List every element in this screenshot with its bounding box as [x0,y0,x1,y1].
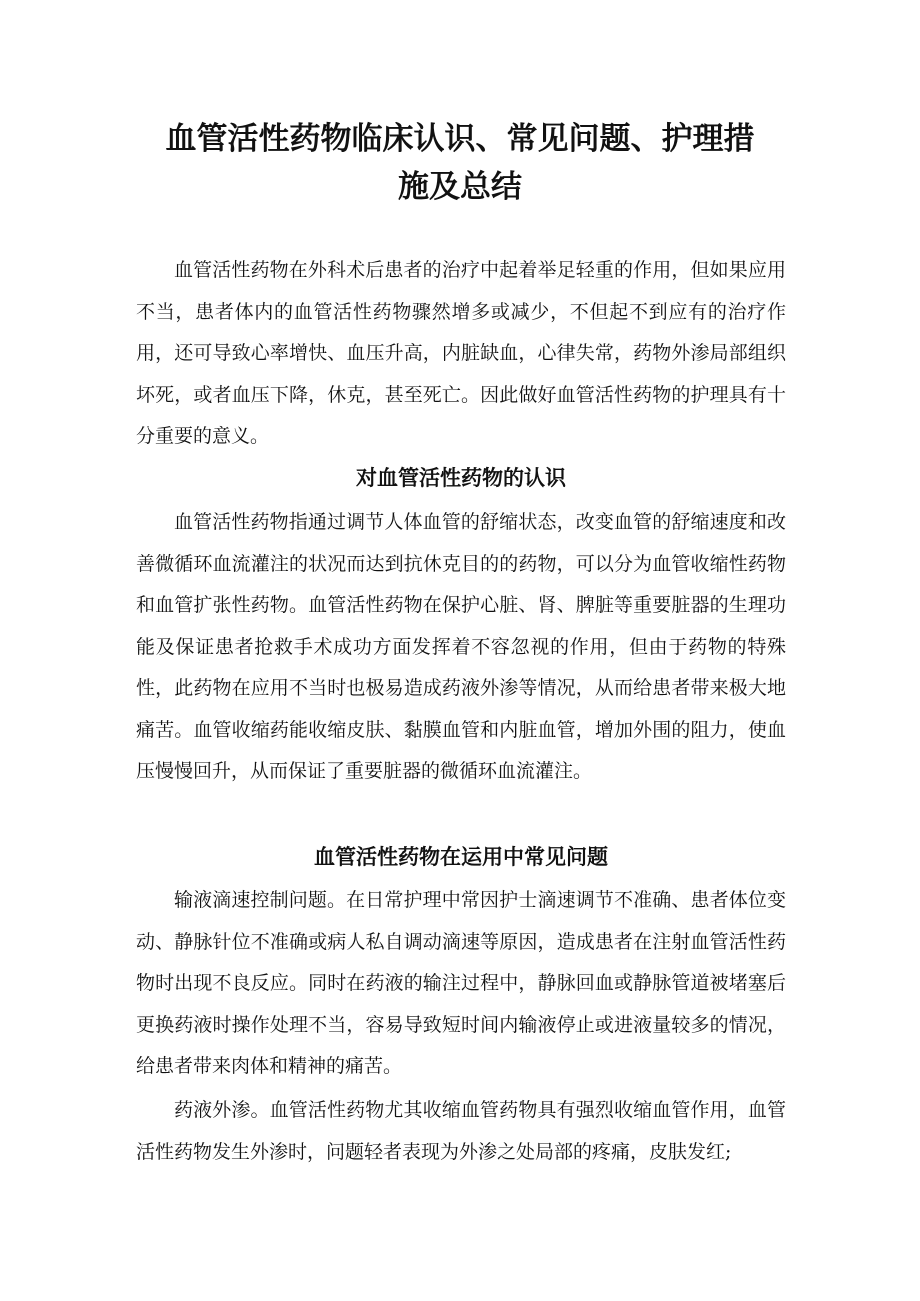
section-heading-common-problems: 血管活性药物在运用中常见问题 [314,845,608,869]
section-heading-recognition: 对血管活性药物的认识 [356,466,566,490]
document-title-line-1: 血管活性药物临床认识、常见问题、护理措 [165,121,755,157]
section-problems-paragraph-extravasation: 药液外渗。血管活性药物尤其收缩血管药物具有强烈收缩血管作用，血管活性药物发生外渗时，问题轻者表现为外渗之处局部的疼痛，皮肤发红; [136,1099,786,1163]
intro-paragraph: 血管活性药物在外科术后患者的治疗中起着举足轻重的作用，但如果应用不当，患者体内的血管活性药物骤然增多或减少，不但起不到应有的治疗作用，还可导致心率增快、血压升高，内脏缺血，心律失常，药物外渗局部组织坏死，或者血压下降，休克，甚至死亡。因此做好血管活性药物的护理具有十分重要的意义。 [136,259,786,447]
section-problems-paragraph-infusion: 输液滴速控制问题。在日常护理中常因护士滴速调节不准确、患者体位变动、静脉针位不准确或病人私自调动滴速等原因，造成患者在注射血管活性药物时出现不良反应。同时在药液的输注过程中，静脉回血或静脉管道被堵塞后更换药液时操作处理不当，容易导致短时间内输液停止或进液量较多的情况，给患者带来肉体和精神的痛苦。 [136,889,786,1077]
section-recognition-paragraph: 血管活性药物指通过调节人体血管的舒缩状态，改变血管的舒缩速度和改善微循环血流灌注的状况而达到抗休克目的的药物，可以分为血管收缩性药物和血管扩张性药物。血管活性药物在保护心脏、肾、脾脏等重要脏器的生理功能及保证患者抢救手术成功方面发挥着不容忽视的作用，但由于药物的特殊性，此药物在应用不当时也极易造成药液外渗等情况，从而给患者带来极大地痛苦。血管收缩药能收缩皮肤、黏膜血管和内脏血管，增加外围的阻力，使血压慢慢回升，从而保证了重要脏器的微循环血流灌注。 [136,511,786,782]
document-title-line-2: 施及总结 [398,169,522,205]
